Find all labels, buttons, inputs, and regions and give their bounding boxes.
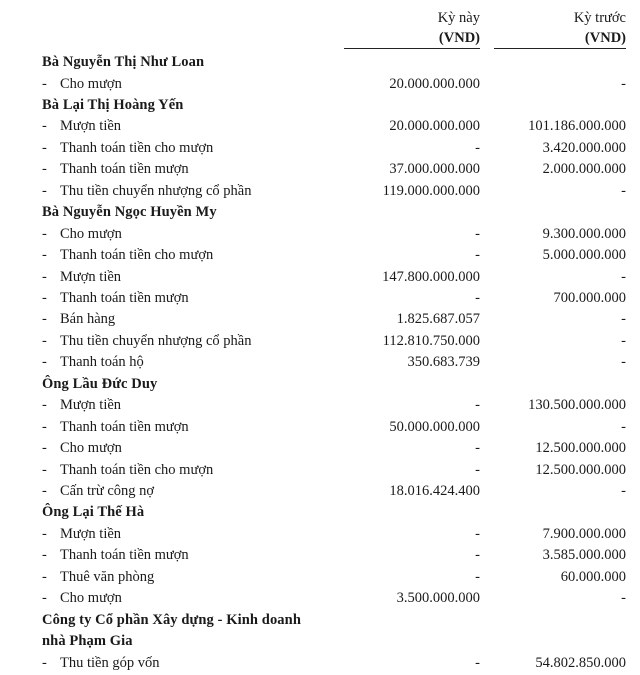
value-current: 20.000.000.000 (389, 75, 480, 92)
row-label: Cho mượn (60, 225, 122, 242)
value-previous: 9.300.000.000 (542, 225, 626, 242)
row-label: Cấn trừ công nợ (60, 483, 155, 499)
row-label: Thanh toán tiền mượn (60, 161, 189, 178)
bullet-dash: - (42, 75, 47, 92)
value-previous: - (621, 483, 626, 499)
column-unit-previous-wrap (494, 28, 626, 49)
value-previous: 60.000.000 (560, 568, 626, 585)
row-label: Thu tiền chuyển nhượng cổ phần (60, 182, 252, 199)
value-current: - (475, 440, 480, 457)
group-heading: Bà Nguyễn Thị Như Loan (42, 54, 205, 70)
column-header-current (344, 8, 480, 49)
table-row (0, 524, 640, 545)
row-label: Thuê văn phòng (60, 568, 155, 585)
bullet-dash: - (42, 525, 47, 542)
table-header (0, 8, 640, 52)
column-header-previous (494, 8, 626, 49)
group-heading: Ông Lại Thế Hà (42, 504, 145, 521)
value-current: - (475, 247, 480, 263)
row-label: Bán hàng (60, 311, 116, 328)
value-previous: 700.000.000 (553, 289, 626, 306)
value-current: - (475, 654, 480, 671)
row-label: Mượn tiền (60, 397, 122, 414)
table-row (0, 331, 640, 352)
column-title-current: Kỳ này (437, 10, 480, 26)
bullet-dash: - (42, 568, 47, 585)
value-current: - (475, 525, 480, 542)
value-previous: 2.000.000.000 (542, 161, 626, 178)
value-previous: 12.500.000.000 (535, 440, 626, 457)
table-row (0, 352, 640, 373)
row-label: Thanh toán tiền cho mượn (60, 461, 214, 478)
group-heading-row (0, 631, 640, 652)
group-heading-row (0, 610, 640, 631)
table-row (0, 545, 640, 566)
value-previous: - (621, 268, 626, 285)
bullet-dash: - (42, 418, 47, 435)
group-heading: Công ty Cổ phần Xây dựng - Kinh doanh (42, 611, 301, 628)
bullet-dash: - (42, 118, 47, 135)
value-previous: - (621, 354, 626, 371)
value-previous: - (621, 75, 626, 92)
value-current: - (475, 547, 480, 564)
group-heading-row (0, 202, 640, 223)
table-row (0, 417, 640, 438)
value-previous: - (621, 311, 626, 328)
bullet-dash: - (42, 332, 47, 349)
value-previous: - (621, 418, 626, 435)
bullet-dash: - (42, 311, 47, 328)
value-current: 112.810.750.000 (382, 332, 480, 349)
value-previous: 54.802.850.000 (535, 654, 626, 671)
bullet-dash: - (42, 289, 47, 306)
bullet-dash: - (42, 139, 47, 156)
table-row (0, 224, 640, 245)
value-current: 1.825.687.057 (396, 311, 480, 328)
value-previous: 12.500.000.000 (535, 461, 626, 478)
table-row (0, 395, 640, 416)
row-label: Thanh toán hộ (60, 354, 144, 371)
value-previous: 101.186.000.000 (528, 118, 626, 135)
value-current: 350.683.739 (407, 354, 480, 371)
bullet-dash: - (42, 483, 47, 499)
row-label: Thanh toán tiền cho mượn (60, 139, 214, 156)
table-row (0, 159, 640, 180)
value-previous: 5.000.000.000 (542, 247, 626, 263)
row-label: Mượn tiền (60, 268, 122, 285)
table-row (0, 116, 640, 137)
table-row (0, 481, 640, 502)
bullet-dash: - (42, 654, 47, 671)
bullet-dash: - (42, 590, 47, 607)
value-current: 18.016.424.400 (389, 483, 480, 499)
value-previous: - (621, 182, 626, 199)
table-row (0, 653, 640, 674)
value-current: 119.000.000.000 (382, 182, 480, 199)
group-heading: Bà Nguyễn Ngọc Huyền My (42, 204, 217, 221)
row-label: Cho mượn (60, 590, 122, 607)
group-heading-row (0, 374, 640, 395)
table-row (0, 460, 640, 481)
column-unit-previous: (VND) (584, 30, 626, 46)
table-row (0, 438, 640, 459)
value-current: 50.000.000.000 (389, 418, 480, 435)
value-current: - (475, 461, 480, 478)
group-heading: Bà Lại Thị Hoàng Yến (42, 96, 184, 113)
group-heading-row (0, 95, 640, 116)
value-current: - (475, 397, 480, 414)
bullet-dash: - (42, 354, 47, 371)
value-previous: - (621, 590, 626, 607)
value-current: 20.000.000.000 (389, 118, 480, 135)
row-label: Mượn tiền (60, 118, 122, 135)
table-row (0, 138, 640, 159)
value-current: - (475, 139, 480, 156)
column-unit-current-wrap (344, 28, 480, 49)
row-label: Mượn tiền (60, 525, 122, 542)
column-title-previous: Kỳ trước (573, 10, 626, 26)
value-current: 37.000.000.000 (389, 161, 480, 178)
value-previous: - (621, 332, 626, 349)
row-label: Thanh toán tiền mượn (60, 289, 189, 306)
group-heading: Ông Lầu Đức Duy (42, 375, 158, 392)
group-heading: nhà Phạm Gia (42, 633, 133, 650)
bullet-dash: - (42, 247, 47, 263)
value-current: 3.500.000.000 (396, 590, 480, 607)
bullet-dash: - (42, 182, 47, 199)
bullet-dash: - (42, 161, 47, 178)
value-current: - (475, 568, 480, 585)
bullet-dash: - (42, 461, 47, 478)
bullet-dash: - (42, 440, 47, 457)
row-label: Thanh toán tiền cho mượn (60, 247, 214, 263)
row-label: Thu tiền góp vốn (60, 654, 160, 671)
value-current: - (475, 225, 480, 242)
row-label: Cho mượn (60, 75, 122, 92)
bullet-dash: - (42, 225, 47, 242)
bullet-dash: - (42, 268, 47, 285)
row-label: Thu tiền chuyển nhượng cổ phần (60, 332, 252, 349)
row-label: Cho mượn (60, 440, 122, 457)
row-label: Thanh toán tiền mượn (60, 547, 189, 564)
bullet-dash: - (42, 397, 47, 414)
group-heading-row (0, 52, 640, 73)
value-previous: 130.500.000.000 (528, 397, 626, 414)
table-row (0, 245, 640, 266)
value-current: - (475, 289, 480, 306)
table-row (0, 309, 640, 330)
value-previous: 3.585.000.000 (542, 547, 626, 564)
table-row (0, 288, 640, 309)
row-label: Thanh toán tiền mượn (60, 418, 189, 435)
value-previous: 7.900.000.000 (542, 525, 626, 542)
table-row (0, 267, 640, 288)
table-row (0, 588, 640, 609)
value-previous: 3.420.000.000 (542, 139, 626, 156)
group-heading-row (0, 502, 640, 523)
table-row (0, 74, 640, 95)
value-current: 147.800.000.000 (382, 268, 480, 285)
table-row (0, 181, 640, 202)
bullet-dash: - (42, 547, 47, 564)
table-row (0, 567, 640, 588)
column-unit-current: (VND) (438, 30, 480, 46)
